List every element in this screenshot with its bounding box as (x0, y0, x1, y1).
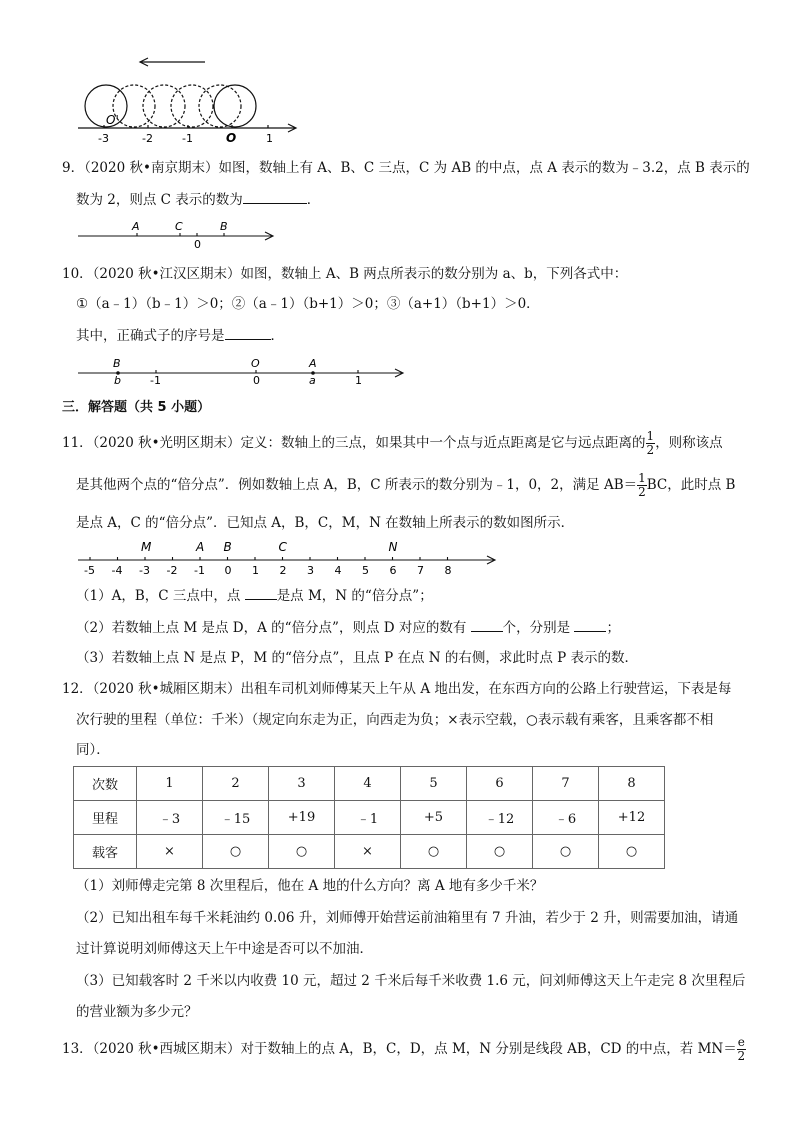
q9-number-line (76, 216, 286, 250)
q11-line3: 是点 A，C 的“倍分点”．已知点 A，B，C，M，N 在数轴上所表示的数如图所示． (76, 515, 575, 531)
answer-blank[interactable] (225, 325, 271, 340)
q10-line1: 10．（2020 秋•江汉区期末）如图，数轴上 A、B 两点所表示的数分别为 a、b，下列各式中： (62, 266, 628, 282)
answer-blank[interactable] (243, 189, 307, 204)
q9-line2: 数为 2，则点 C 表示的数为 ． (76, 189, 320, 210)
fraction-half: $\frac{1}{2}$ (638, 471, 646, 499)
table-cell: 2 (203, 767, 269, 801)
moved-origin-label: O' (106, 113, 119, 127)
point-label-n: N (388, 540, 398, 554)
table-cell: ﹣12 (467, 801, 533, 835)
tick-label: 1 (355, 374, 362, 387)
q11-part3: （3）若数轴上点 N 是点 P，M 的“倍分点”，且点 P 在点 N 的右侧，求此时点 P 表示的数． (76, 650, 639, 666)
zero-label: 0 (194, 238, 201, 250)
tick-label: 5 (362, 564, 369, 577)
q10-line3: 其中，正确式子的序号是 ． (76, 325, 284, 346)
table-cell: ﹣15 (203, 801, 269, 835)
table-cell: ﹣6 (533, 801, 599, 835)
mileage-table (73, 766, 665, 869)
table-cell: +19 (269, 801, 335, 835)
value-a-label: a (309, 374, 316, 387)
table-cell: ﹣3 (137, 801, 203, 835)
point-label-c: C (278, 540, 287, 554)
q12-part2a: （2）已知出租车每千米耗油约 0.06 升，刘师傅开始营运前油箱里有 7 升油，若少于 2 升，则需要加油，请通 (76, 910, 739, 926)
table-cell: ○ (203, 835, 269, 869)
tick-label: 0 (253, 374, 260, 387)
tick-label: 4 (334, 564, 342, 577)
q11-line1: 11．（2020 秋•光明区期末）定义：数轴上的三点，如果其中一个点与近点距离是它与远点距离的 $\frac{1}{2}$ ，则称该点 (62, 429, 723, 457)
q13-line1: 13．（2020 秋•西城区期末）对于数轴上的点 A，B，C，D，点 M，N 分别是线段 AB，CD 的中点，若 MN＝ $\frac{e}{2}$ (62, 1035, 746, 1063)
rolling-circle-figure (70, 52, 310, 150)
row-count (74, 767, 665, 801)
table-cell: 8 (599, 767, 665, 801)
tick-label: -1 (194, 564, 205, 577)
table-cell: 1 (137, 767, 203, 801)
table-cell: × (335, 835, 401, 869)
tick-label: -3 (98, 132, 109, 145)
answer-blank[interactable] (471, 617, 503, 632)
q12-part3b: 的营业额为多少元？ (76, 1004, 198, 1020)
row-header: 载客 (74, 835, 137, 869)
q10-number-line (76, 352, 416, 392)
q12-part1: （1）刘师傅走完第 8 次里程后，他在 A 地的什么方向？离 A 地有多少千米？ (76, 878, 544, 894)
table-cell: ﹣1 (335, 801, 401, 835)
tick-label: -5 (84, 564, 95, 577)
q10-line2: ①（a﹣1）（b﹣1）＞0；②（a﹣1）（b+1）＞0；③（a+1）（b+1）＞0． (76, 296, 540, 312)
point-b-label: B (220, 220, 228, 233)
q11-line2: 是其他两个点的“倍分点”．例如数轴上点 A，B，C 所表示的数分别为﹣1，0，2，满足 AB＝ $\frac{1}{2}$ BC，此时点 B (76, 471, 736, 499)
q12-line2: 次行驶的里程（单位：千米）（规定向东走为正，向西走为负；×表示空载，○表示载有乘客，且乘客都不相 (76, 712, 714, 728)
tick-label: 1 (266, 132, 273, 145)
tick-label: -2 (142, 132, 153, 145)
q11-part2: （2）若数轴上点 M 是点 D，A 的“倍分点”，则点 D 对应的数有 个，分别是 ； (76, 617, 620, 638)
point-b-label: B (113, 357, 121, 370)
value-b-label: b (114, 374, 121, 387)
table-cell: 3 (269, 767, 335, 801)
q12-line1: 12．（2020 秋•城厢区期末）出租车司机刘师傅某天上午从 A 地出发，在东西方向的公路上行驶营运，下表是每 (62, 681, 732, 697)
point-c-label: C (175, 220, 183, 233)
point-label-m: M (141, 540, 152, 554)
table-cell: 4 (335, 767, 401, 801)
table-cell: ○ (401, 835, 467, 869)
q9-line1: 9．（2020 秋•南京期末）如图，数轴上有 A、B、C 三点，C 为 AB 的中点，点 A 表示的数为﹣3.2，点 B 表示的 (62, 160, 750, 176)
q9-text: 数为 2，则点 C 表示的数为 (76, 192, 243, 208)
q11-part1: （1）A，B，C 三点中，点 是点 M，N 的“倍分点”； (76, 585, 433, 606)
point-a-label: A (132, 220, 140, 233)
table-cell: ○ (533, 835, 599, 869)
table-cell: +12 (599, 801, 665, 835)
tick-label: -1 (182, 132, 193, 145)
table-cell: × (137, 835, 203, 869)
answer-blank[interactable] (245, 585, 277, 600)
tick-label: 6 (389, 564, 397, 577)
answer-blank[interactable] (574, 617, 606, 632)
tick-label: -2 (166, 564, 178, 577)
tick-label: 0 (224, 564, 232, 577)
tick-label: -1 (150, 374, 161, 387)
table-cell: 6 (467, 767, 533, 801)
origin-label: O (251, 357, 260, 370)
q12-line3: 同）． (76, 742, 110, 758)
row-header: 次数 (74, 767, 137, 801)
q12-part2b: 过计算说明刘师傅这天上午中途是否可以不加油． (76, 941, 373, 957)
point-label-b: B (223, 540, 232, 554)
section-heading: 三．解答题（共 5 小题） (62, 400, 211, 415)
tick-label: -4 (111, 564, 123, 577)
tick-label: 1 (252, 564, 259, 577)
point-label-a: A (196, 540, 205, 554)
row-passenger (74, 835, 665, 869)
row-header: 里程 (74, 801, 137, 835)
tick-label: 2 (279, 564, 287, 577)
fraction-half: $\frac{1}{2}$ (646, 429, 655, 457)
table-cell: 5 (401, 767, 467, 801)
q11-number-line (76, 538, 506, 580)
table-cell: ○ (467, 835, 533, 869)
tick-label: 3 (307, 564, 314, 577)
tick-label: -3 (139, 564, 150, 577)
q12-part3a: （3）已知载客时 2 千米以内收费 10 元，超过 2 千米后每千米收费 1.6 元，问刘师傅这天上午走完 8 次里程后 (76, 973, 746, 989)
table-cell: +5 (401, 801, 467, 835)
table-cell: ○ (599, 835, 665, 869)
fraction-e-half: $\frac{e}{2}$ (737, 1035, 746, 1063)
table-cell: 7 (533, 767, 599, 801)
tick-label: 8 (444, 564, 452, 577)
table-cell: ○ (269, 835, 335, 869)
tick-label: 7 (417, 564, 424, 577)
point-a-label: A (309, 357, 317, 370)
row-mileage (74, 801, 665, 835)
origin-label: O (226, 131, 237, 145)
